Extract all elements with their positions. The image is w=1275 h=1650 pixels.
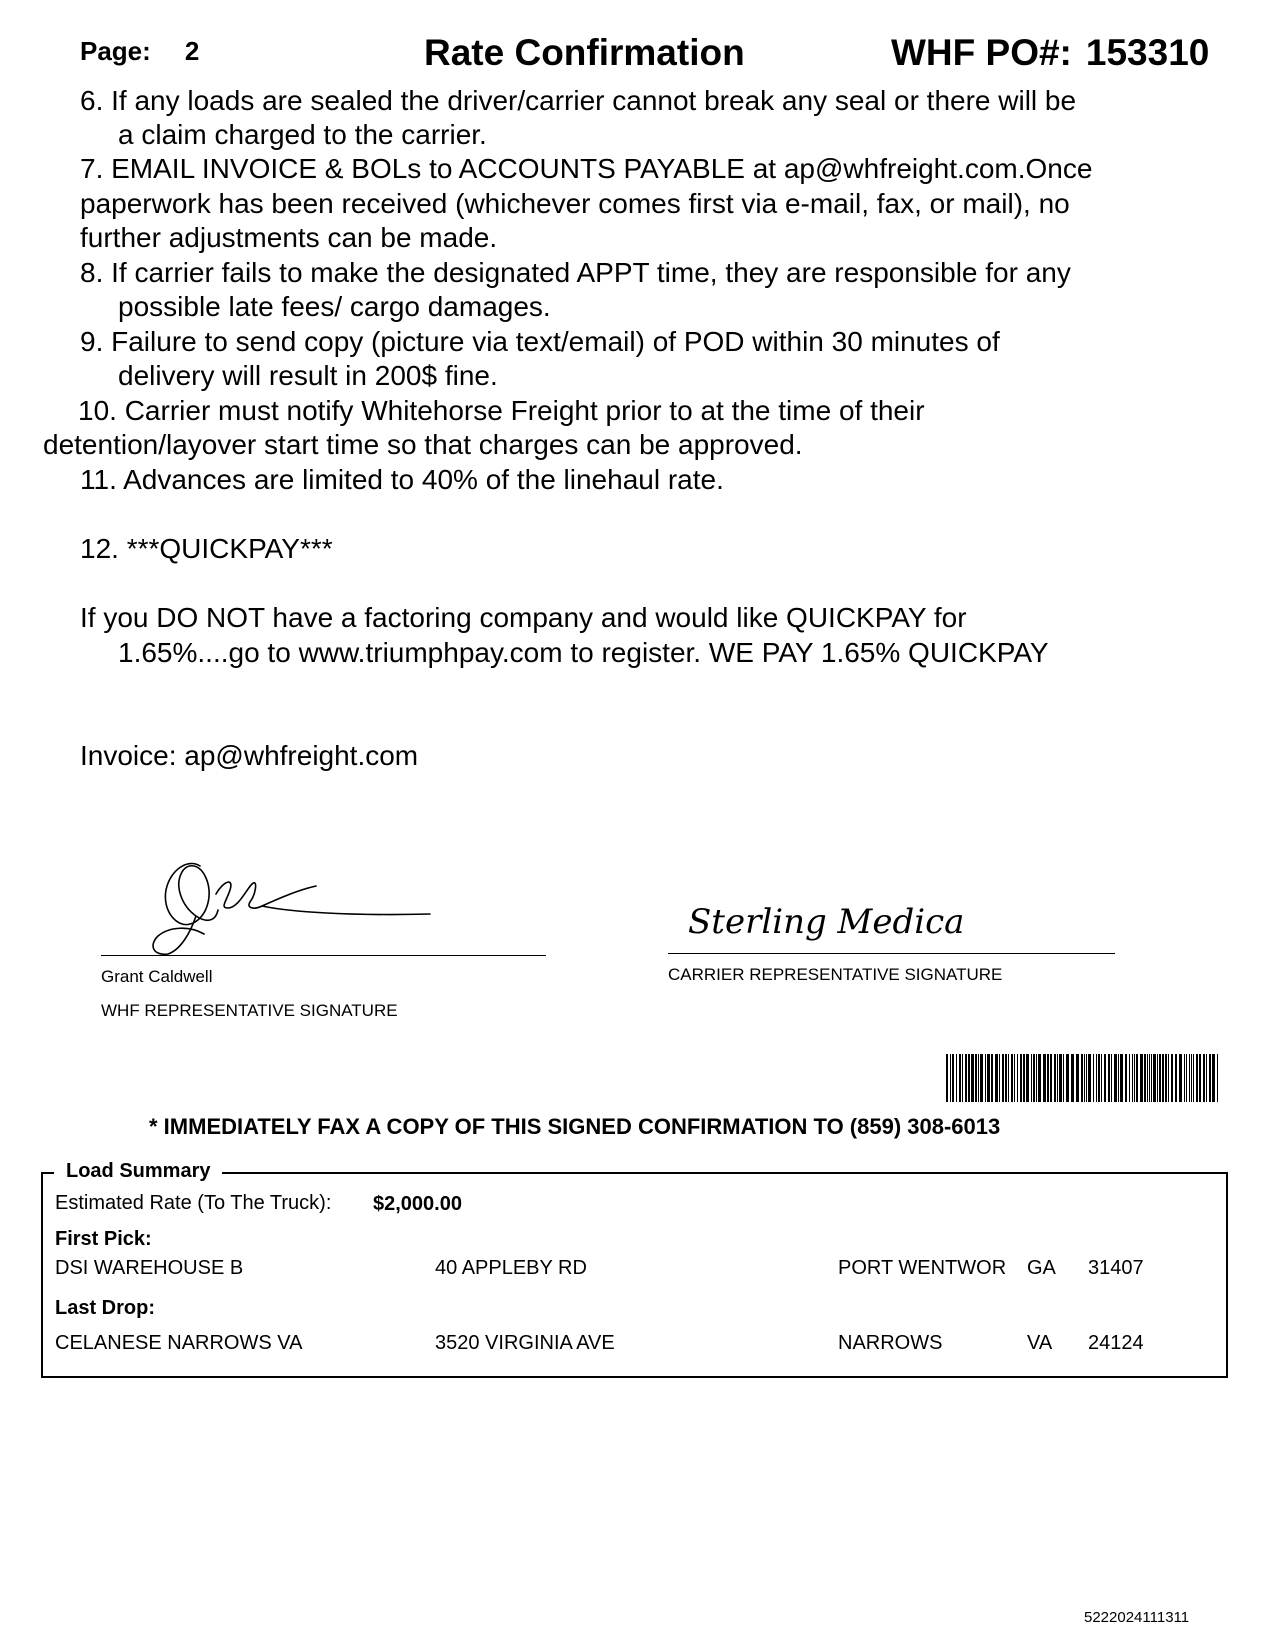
rate-value: $2,000.00 xyxy=(373,1193,462,1215)
last-drop-label: Last Drop: xyxy=(55,1297,155,1319)
carrier-signature-image: Sterling Medica xyxy=(688,902,965,942)
last-drop-state: VA xyxy=(1027,1332,1053,1354)
first-pick-name: DSI WAREHOUSE B xyxy=(55,1257,244,1279)
carrier-signature-label: CARRIER REPRESENTATIVE SIGNATURE xyxy=(668,965,1003,984)
fax-notice: * IMMEDIATELY FAX A COPY OF THIS SIGNED CONFIRMATION TO (859) 308-6013 xyxy=(149,1114,1001,1139)
page-number: 2 xyxy=(184,36,200,66)
term-9-line-1: 9. Failure to send copy (picture via text/email) of POD within 30 minutes of xyxy=(80,326,1000,357)
term-8-line-2: possible late fees/ cargo damages. xyxy=(118,291,551,322)
first-pick-address: 40 APPLEBY RD xyxy=(435,1257,587,1279)
term-7-line-2: paperwork has been received (whichever comes first via e-mail, fax, or mail), no xyxy=(80,188,1070,219)
term-6-line-2: a claim charged to the carrier. xyxy=(118,119,487,150)
first-pick-zip: 31407 xyxy=(1088,1257,1144,1279)
whf-signature-label: WHF REPRESENTATIVE SIGNATURE xyxy=(101,1001,398,1020)
rate-label: Estimated Rate (To The Truck): xyxy=(55,1192,332,1214)
whf-signature-image xyxy=(130,850,450,960)
whf-signature-line xyxy=(101,955,546,956)
term-10-line-1: 10. Carrier must notify Whitehorse Freight prior to at the time of their xyxy=(78,395,925,426)
carrier-signature-line xyxy=(668,953,1115,954)
page-indicator xyxy=(80,36,199,67)
po-label: WHF PO#: xyxy=(891,32,1072,73)
last-drop-zip: 24124 xyxy=(1088,1332,1144,1354)
quickpay-line-1: If you DO NOT have a factoring company and would like QUICKPAY for xyxy=(80,602,967,633)
first-pick-city: PORT WENTWOR xyxy=(838,1257,1007,1279)
last-drop-city: NARROWS xyxy=(838,1332,943,1354)
term-6-line-1: 6. If any loads are sealed the driver/carrier cannot break any seal or there will be xyxy=(80,85,1077,116)
term-8-line-1: 8. If carrier fails to make the designated APPT time, they are responsible for any xyxy=(80,257,1071,288)
last-drop-name: CELANESE NARROWS VA xyxy=(55,1332,303,1354)
document-title: Rate Confirmation xyxy=(424,32,745,73)
barcode-image xyxy=(946,1054,1218,1102)
page-label: Page: xyxy=(80,36,151,66)
invoice-email: Invoice: ap@whfreight.com xyxy=(80,740,419,771)
last-drop-address: 3520 VIRGINIA AVE xyxy=(435,1332,615,1354)
term-7-line-3: further adjustments can be made. xyxy=(80,222,498,253)
first-pick-state: GA xyxy=(1027,1257,1056,1279)
whf-representative-name: Grant Caldwell xyxy=(101,967,213,986)
term-11: 11. Advances are limited to 40% of the linehaul rate. xyxy=(80,464,724,495)
document-id: 5222024111311 xyxy=(1084,1609,1190,1626)
term-12-heading: 12. ***QUICKPAY*** xyxy=(80,533,333,564)
term-10-line-2: detention/layover start time so that charges can be approved. xyxy=(43,429,803,460)
term-7-line-1: 7. EMAIL INVOICE & BOLs to ACCOUNTS PAYABLE at ap@whfreight.com.Once xyxy=(80,153,1093,184)
po-number-block xyxy=(891,32,1209,74)
po-number: 153310 xyxy=(1085,32,1210,73)
load-summary-title: Load Summary xyxy=(54,1160,222,1183)
first-pick-label: First Pick: xyxy=(55,1228,152,1250)
quickpay-line-2: 1.65%....go to www.triumphpay.com to register. WE PAY 1.65% QUICKPAY xyxy=(118,637,1049,668)
term-9-line-2: delivery will result in 200$ fine. xyxy=(118,360,498,391)
